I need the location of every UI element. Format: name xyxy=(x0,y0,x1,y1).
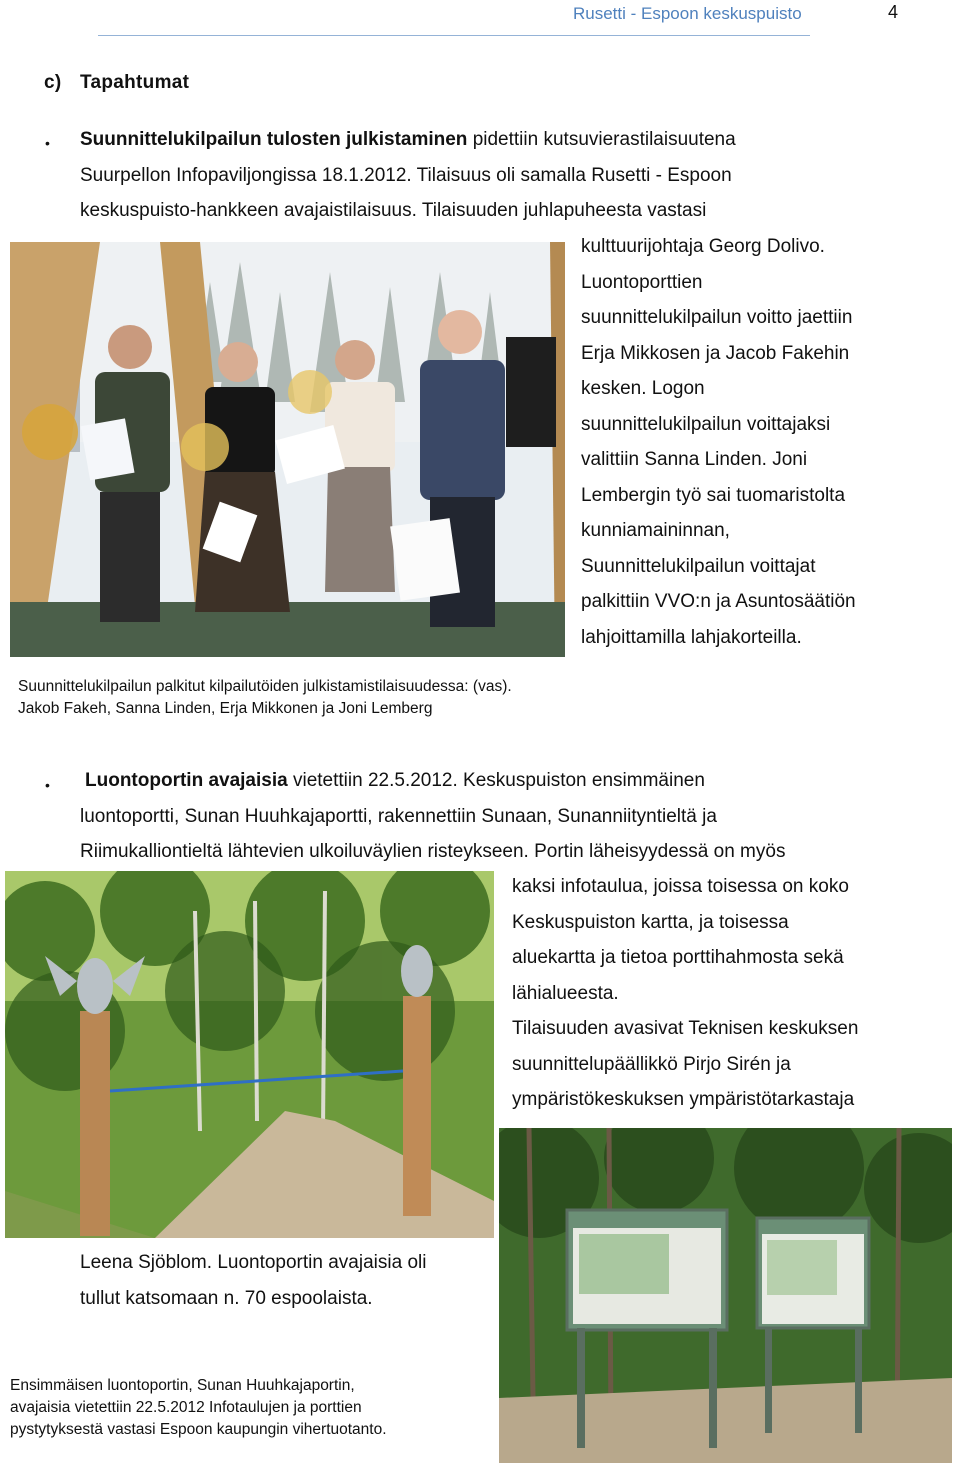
item2-side-line: Keskuspuiston kartta, ja toisessa xyxy=(512,911,789,933)
item2-title: Luontoportin avajaisia xyxy=(85,770,288,791)
photo2-caption-line: avajaisia vietettiin 22.5.2012 Infotaulujen ja porttien xyxy=(10,1399,362,1416)
item1-side-line: Suunnittelukilpailun voittajat xyxy=(581,555,816,577)
item2-side-line: aluekartta ja tietoa porttihahmosta sekä xyxy=(512,947,844,968)
infoboards-photo xyxy=(499,1128,952,1463)
photo2-caption-line: Ensimmäisen luontoportin, Sunan Huuhkajaportin, xyxy=(10,1377,355,1394)
item2-bottom-line: tullut katsomaan n. 70 espoolaista. xyxy=(80,1287,373,1309)
item2-side-line: suunnittelupäällikkö Pirjo Sirén ja xyxy=(512,1053,791,1075)
section-title: Tapahtumat xyxy=(80,72,190,93)
item2-side-line: Tilaisuuden avasivat Teknisen keskuksen xyxy=(512,1018,859,1039)
award-ceremony-photo xyxy=(10,242,565,657)
item1-side-text xyxy=(581,229,951,655)
item1-side-line: Lembergin työ sai tuomaristolta xyxy=(581,484,846,506)
item2-line2: luontoportti, Sunan Huuhkajaportti, rakennettiin Sunaan, Sunanniityntieltä ja xyxy=(80,805,717,827)
photo2-caption-line: pystytyksestä vastasi Espoon kaupungin vihertuotanto. xyxy=(10,1421,387,1438)
item1-side-line: Luontoporttien xyxy=(581,271,703,293)
photo1-caption xyxy=(18,676,658,720)
page-number: 4 xyxy=(888,2,899,22)
item1-side-line: palkittiin VVO:n ja Asuntosäätiön xyxy=(581,591,856,612)
item1-side-line: kulttuurijohtaja Georg Dolivo. xyxy=(581,236,825,257)
item2-side-line: lähialueesta. xyxy=(512,982,619,1004)
item1-intro xyxy=(80,122,940,229)
bullet-marker: • xyxy=(45,135,50,151)
item1-side-line: suunnittelukilpailun voitto jaettiin xyxy=(581,307,853,328)
bullet-marker: • xyxy=(45,777,50,793)
item1-side-line: kunniamaininnan, xyxy=(581,520,730,541)
item1-side-line: lahjoittamilla lahjakorteilla. xyxy=(581,626,802,648)
item1-line1: pidettiin kutsuvierastilaisuutena xyxy=(467,129,736,150)
item1-line3: keskuspuisto-hankkeen avajaistilaisuus. Tilaisuuden juhlapuheesta vastasi xyxy=(80,200,707,221)
photo1-caption-line: Jakob Fakeh, Sanna Linden, Erja Mikkonen ja Joni Lemberg xyxy=(18,700,433,717)
item2-line3: Riimukalliontieltä lähtevien ulkoiluväylien risteykseen. Portin läheisyydessä on myös xyxy=(80,841,786,862)
item2-side-text xyxy=(512,869,952,1118)
item1-title: Suunnittelukilpailun tulosten julkistaminen xyxy=(80,129,468,150)
item1-line2: Suurpellon Infopaviljongissa 18.1.2012. Tilaisuus oli samalla Rusetti - Espoon xyxy=(80,164,732,186)
item1-side-line: kesken. Logon xyxy=(581,378,705,399)
section-label: c) xyxy=(44,72,62,93)
item2-bottom-line: Leena Sjöblom. Luontoportin avajaisia oli xyxy=(80,1252,427,1273)
item2-side-line: kaksi infotaulua, joissa toisessa on koko xyxy=(512,876,849,897)
photo2-caption xyxy=(10,1375,490,1441)
running-header-title: Rusetti - Espoon keskuspuisto xyxy=(573,4,802,23)
luontoportti-gate-photo xyxy=(5,871,494,1238)
item1-side-line: suunnittelukilpailun voittajaksi xyxy=(581,413,831,435)
item2-intro xyxy=(80,763,950,870)
item2-line1: vietettiin 22.5.2012. Keskuspuiston ensimmäinen xyxy=(287,770,705,791)
item2-side-line: ympäristökeskuksen ympäristötarkastaja xyxy=(512,1089,855,1110)
section-heading xyxy=(44,72,189,94)
item2-bottom-text xyxy=(80,1245,500,1316)
item1-side-line: valittiin Sanna Linden. Joni xyxy=(581,449,808,470)
photo1-caption-line: Suunnittelukilpailun palkitut kilpailutöiden julkistamistilaisuudessa: (vas). xyxy=(18,678,512,695)
header-rule xyxy=(98,35,810,36)
item1-side-line: Erja Mikkosen ja Jacob Fakehin xyxy=(581,342,850,364)
